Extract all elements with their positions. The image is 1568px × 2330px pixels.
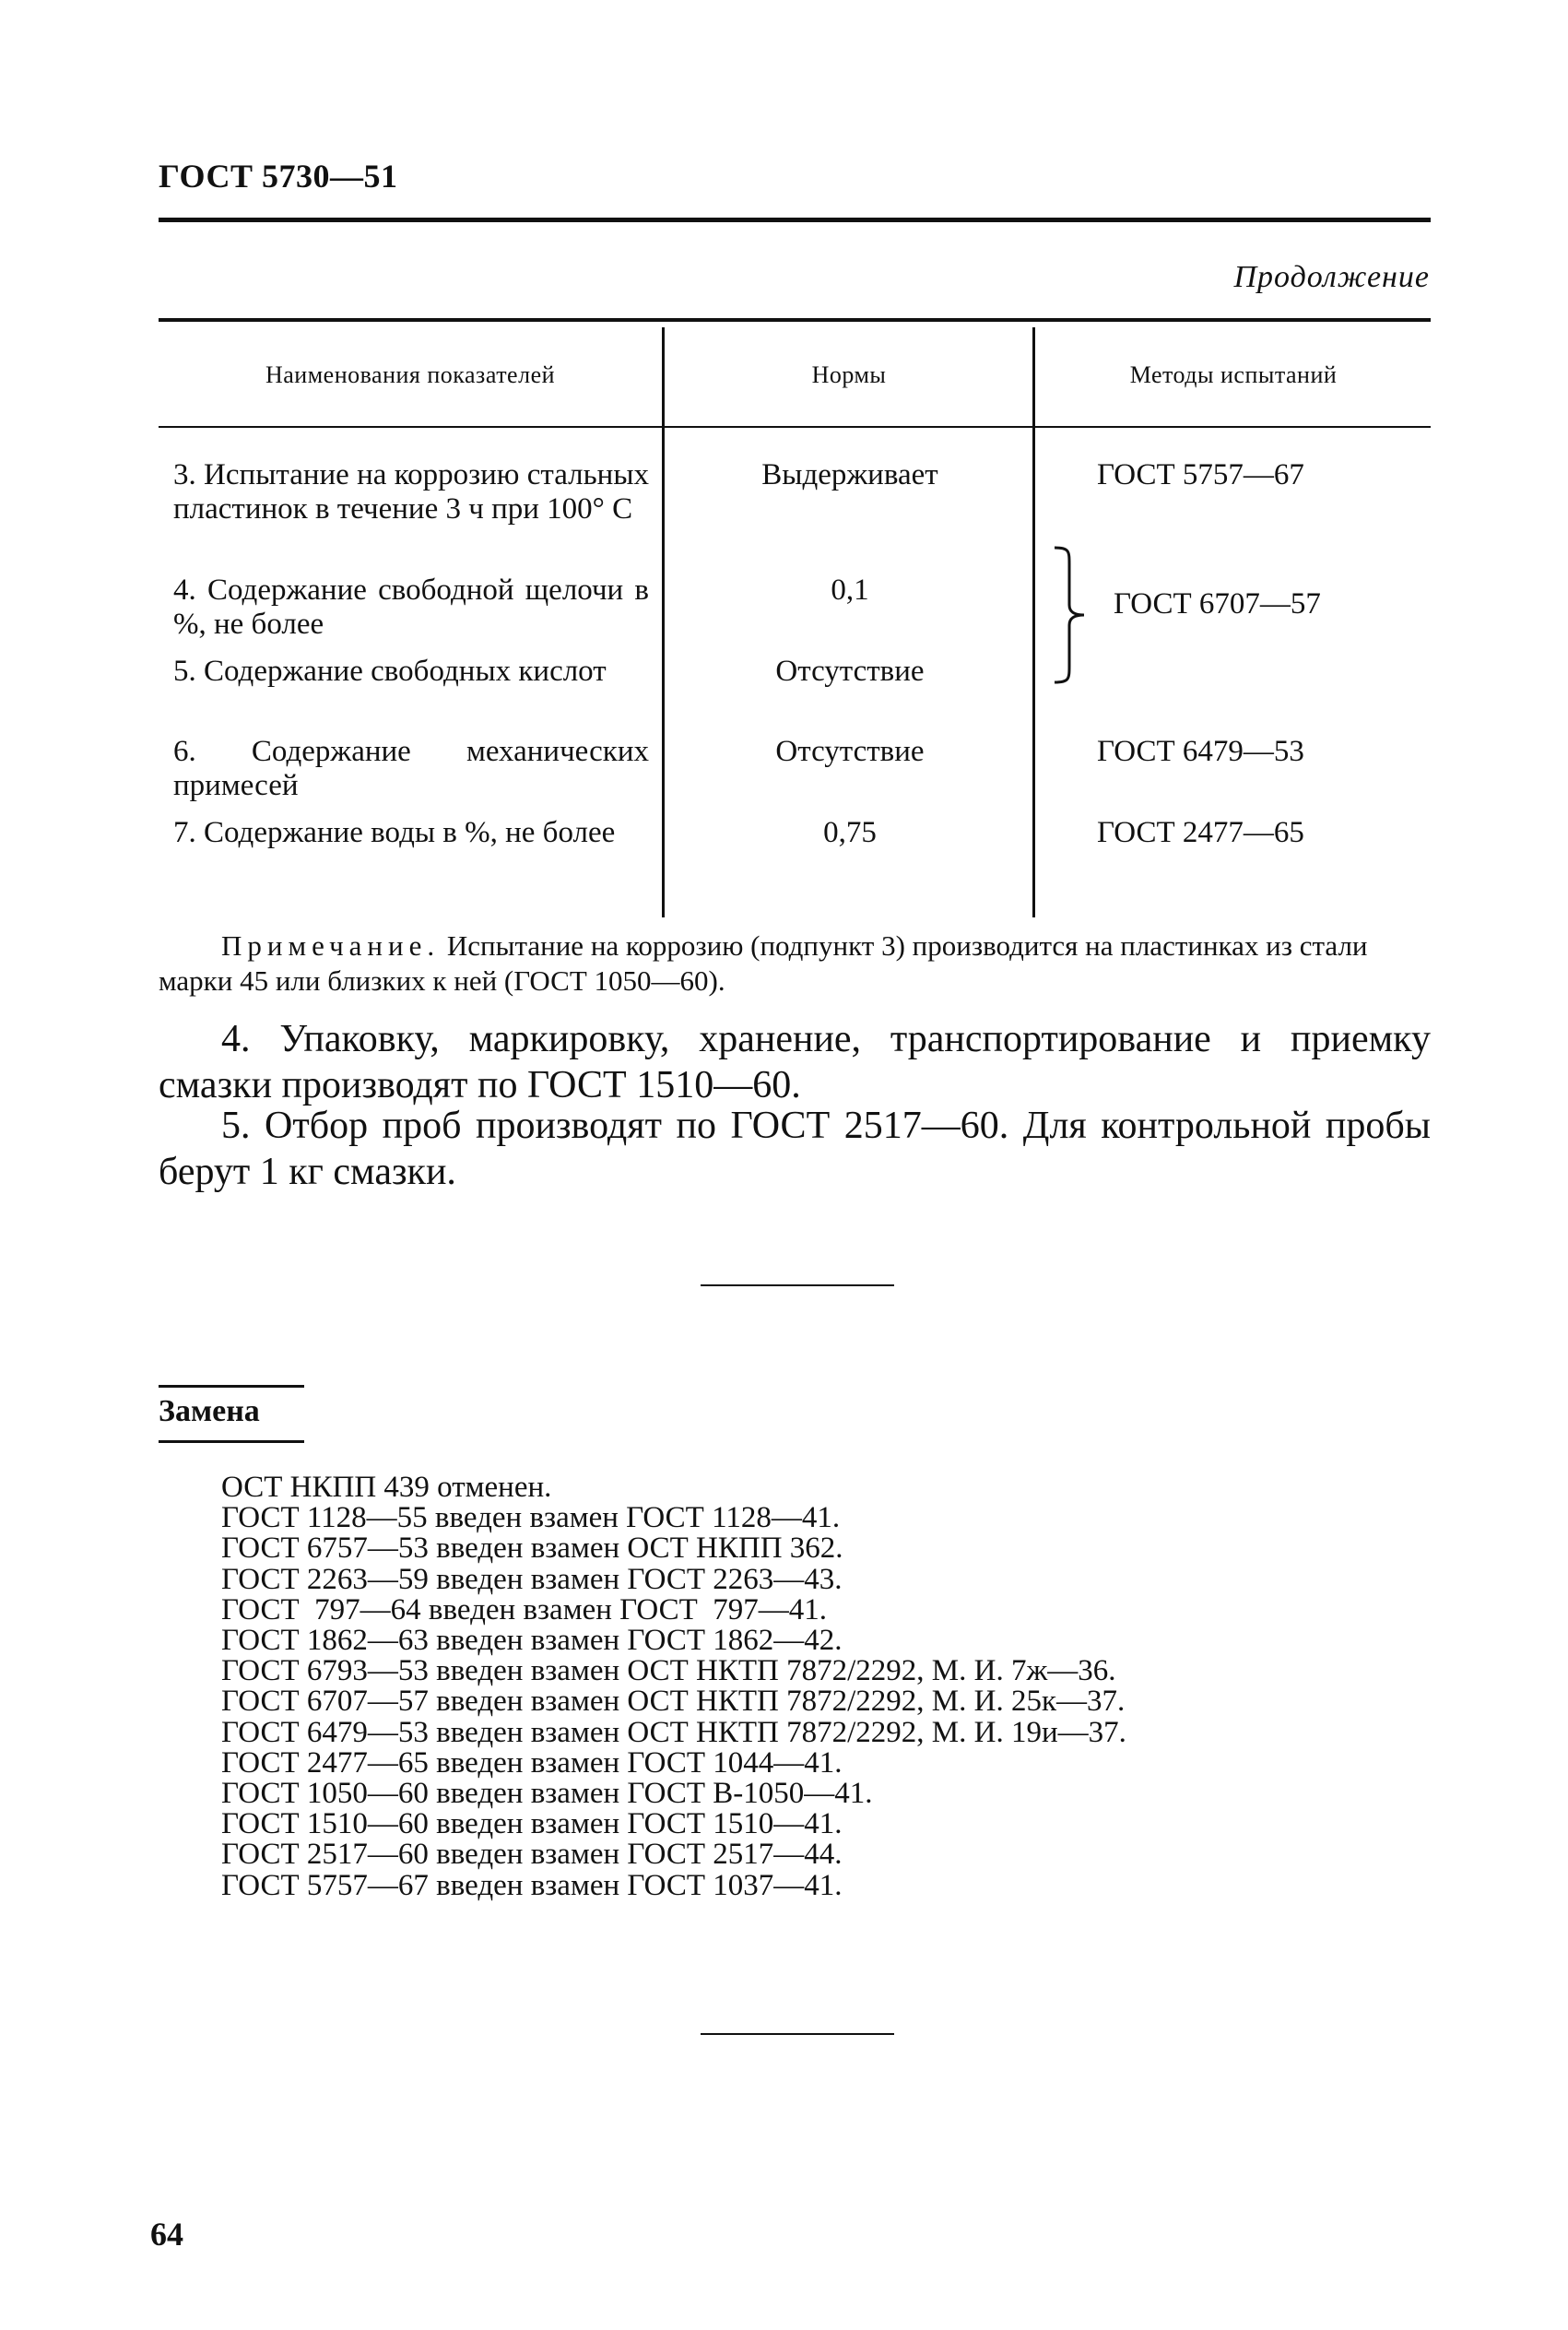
list-item: ГОСТ 6757—53 введен взамен ОСТ НКПП 362. [221,1532,843,1566]
column-header-method: Методы испытаний [1129,361,1338,388]
separator-rule-bottom [701,2033,894,2035]
table-row-name: 7. Содержание воды в %, не более [173,816,616,849]
list-item: ГОСТ 1862—63 введен взамен ГОСТ 1862—42. [221,1624,843,1658]
list-item: ГОСТ 797—64 введен взамен ГОСТ 797—41. [221,1592,828,1626]
paragraph-sampling: 5. Отбор проб производят по ГОСТ 2517—60. Для контрольной пробы берут 1 кг смазки. [159,1105,1431,1193]
list-item: ГОСТ 2263—59 введен взамен ГОСТ 2263—43. [221,1562,843,1596]
zamena-title: Замена [159,1394,260,1428]
table-row-name: 5. Содержание свободных кислот [173,655,607,688]
list-item: ГОСТ 2477—65 введен взамен ГОСТ 1044—41. [221,1745,843,1780]
list-item: ГОСТ 6479—53 введен взамен ОСТ НКТП 7872/2292, М. И. 19и—37. [221,1715,1126,1749]
table-row-method: ГОСТ 2477—65 [1097,816,1304,849]
zamena-bottom-rule [159,1440,304,1443]
right-brace-icon [1051,546,1088,684]
table-header-rule [159,426,1431,428]
table-note [159,928,1431,999]
table-row-norm: 0,75 [823,816,877,849]
list-item: ГОСТ 2517—60 введен взамен ГОСТ 2517—44. [221,1838,843,1872]
list-item: ГОСТ 6707—57 введен взамен ОСТ НКТП 7872/2292, М. И. 25к—37. [221,1685,1126,1719]
table-row-method: ГОСТ 6707—57 [1114,587,1321,621]
column-header-norm: Нормы [811,361,887,388]
table-row-method: ГОСТ 5757—67 [1097,458,1304,491]
paragraph-packaging: 4. Упаковку, маркировку, хранение, транспортирование и приемку смазки производят по ГОСТ 1510—60. [159,1018,1431,1106]
list-item: ГОСТ 1128—55 введен взамен ГОСТ 1128—41. [221,1501,841,1535]
table-row-norm: Выдерживает [761,458,938,491]
table-top-rule [159,318,1431,322]
list-item: ГОСТ 6793—53 введен взамен ОСТ НКТП 7872/2292, М. И. 7ж—36. [221,1654,1116,1688]
table-row-norm: 0,1 [831,574,869,607]
document-header: ГОСТ 5730—51 [159,158,398,195]
page-number: 64 [150,2216,183,2253]
table-row-name: 6. Содержание механических примесей [173,735,649,802]
table-row-norm: Отсутствие [775,655,925,688]
continuation-label: Продолжение [1233,260,1430,294]
table-row-name: 4. Содержание свободной щелочи в %, не более [173,574,649,641]
list-item: ГОСТ 1050—60 введен взамен ГОСТ В-1050—41. [221,1777,873,1811]
norms-table [0,0,1568,922]
zamena-top-rule [159,1385,304,1388]
list-item: ГОСТ 5757—67 введен взамен ГОСТ 1037—41. [221,1868,843,1902]
table-row-method: ГОСТ 6479—53 [1097,735,1304,768]
table-row-norm: Отсутствие [775,735,925,768]
column-header-name: Наименования показателей [265,361,556,388]
zamena-list [221,1473,1126,1901]
table-row-name: 3. Испытание на коррозию стальных пластинок в течение 3 ч при 100° С [173,458,649,526]
list-item: ОСТ НКПП 439 отменен. [221,1471,552,1504]
separator-rule [701,1284,894,1286]
table-column-divider-1 [662,327,665,917]
note-text: Испытание на коррозию (подпункт 3) производится на пластинках из стали марки 45 или близких к ней (ГОСТ 1050—60). [159,929,1368,997]
list-item: ГОСТ 1510—60 введен взамен ГОСТ 1510—41. [221,1807,843,1841]
note-label: Примечание. [221,929,441,962]
